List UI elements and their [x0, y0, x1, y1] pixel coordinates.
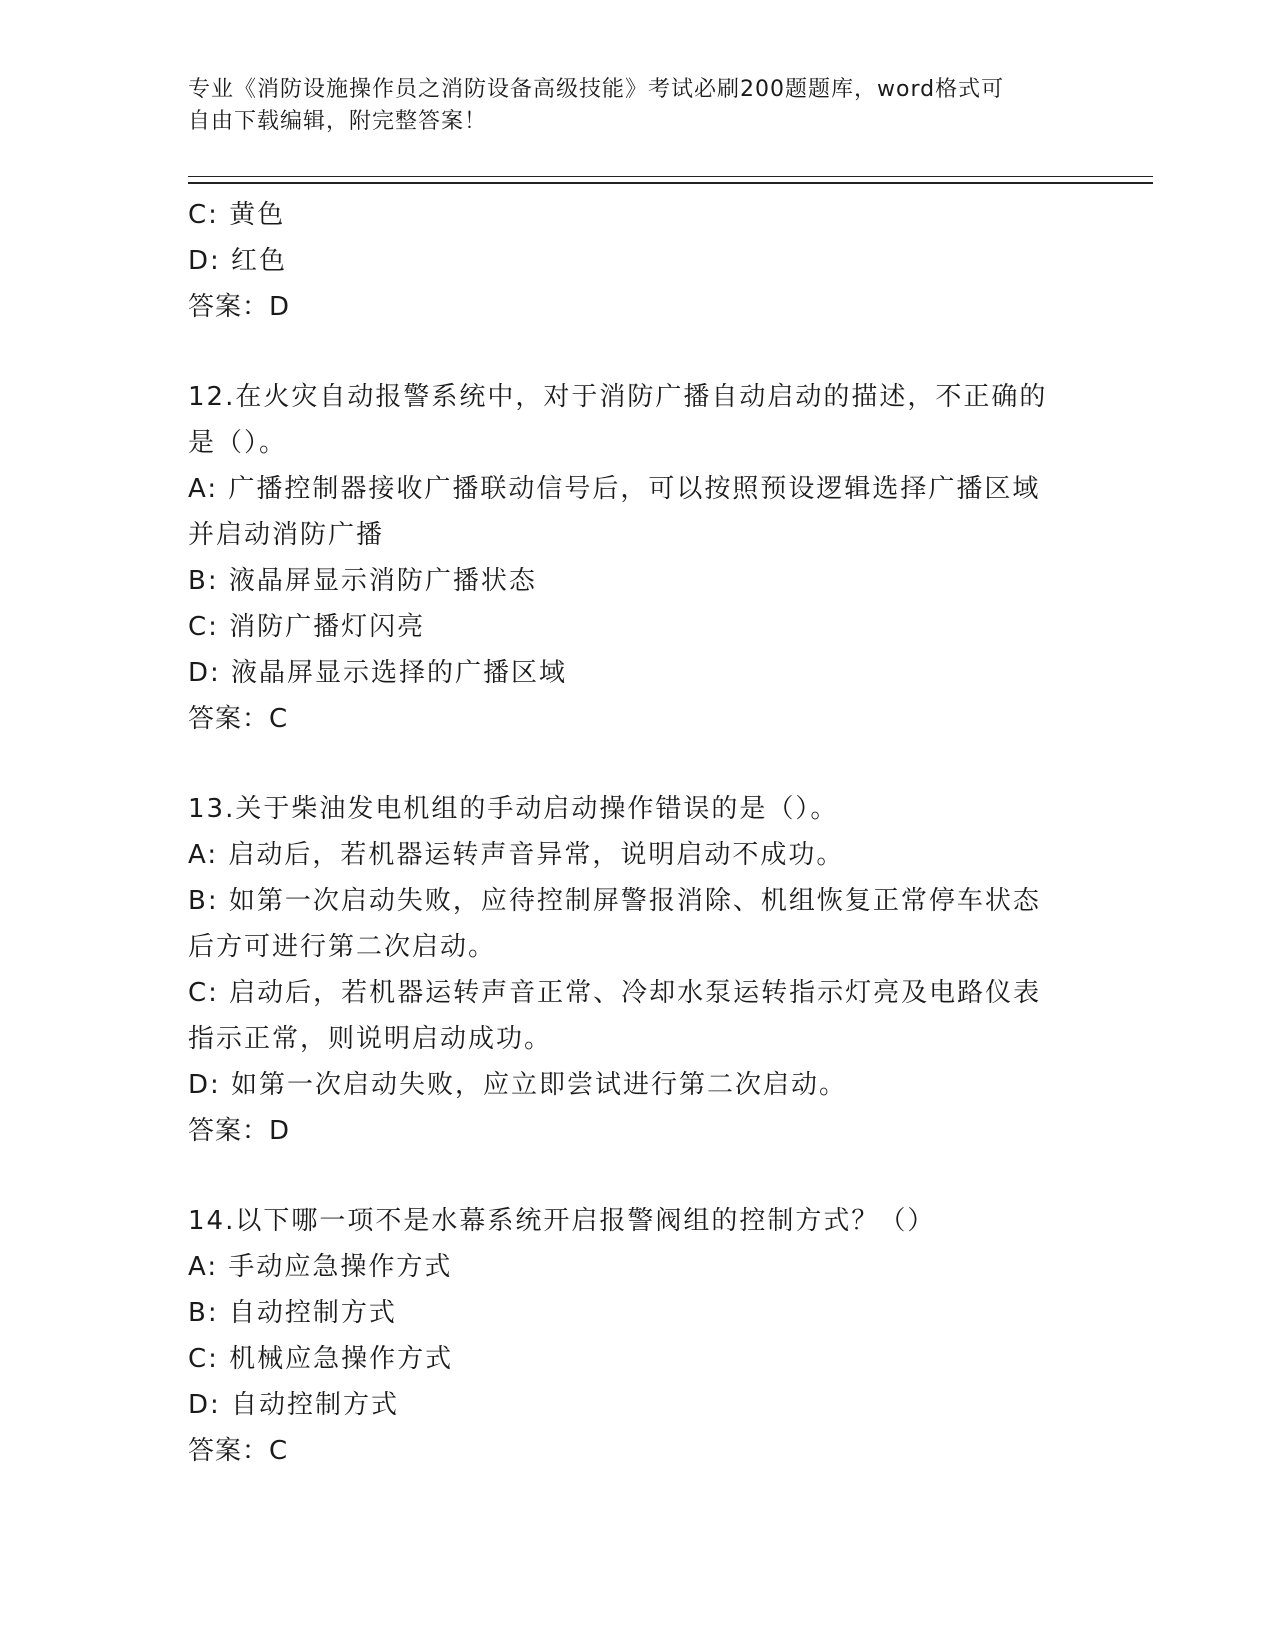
option-d: D: 红色 — [188, 246, 288, 276]
option-c: C: 黄色 — [188, 200, 286, 230]
option-a: A: 广播控制器接收广播联动信号后，可以按照预设逻辑选择广播区域 — [188, 474, 1041, 504]
question-stem: 是（）。 — [188, 428, 288, 458]
answer: 答案：D — [188, 1116, 291, 1146]
question-stem: 13.关于柴油发电机组的手动启动操作错误的是（）。 — [188, 794, 839, 824]
page-header — [188, 74, 1068, 138]
question-14 — [188, 1198, 1088, 1474]
answer: 答案：D — [188, 292, 291, 322]
question-12 — [188, 374, 1088, 742]
header-divider-top — [188, 176, 1153, 177]
option-d: D: 液晶屏显示选择的广播区域 — [188, 658, 568, 688]
answer: 答案：C — [188, 1436, 289, 1466]
option-a: A: 启动后，若机器运转声音异常，说明启动不成功。 — [188, 840, 845, 870]
answer: 答案：C — [188, 704, 289, 734]
question-13 — [188, 786, 1088, 1154]
option-b: B: 液晶屏显示消防广播状态 — [188, 566, 537, 596]
question-stem: 14.以下哪一项不是水幕系统开启报警阀组的控制方式？（） — [188, 1206, 936, 1236]
option-b: B: 如第一次启动失败，应待控制屏警报消除、机组恢复正常停车状态 — [188, 886, 1041, 916]
header-divider-bottom — [188, 182, 1153, 184]
option-a: 并启动消防广播 — [188, 520, 385, 550]
option-b: 后方可进行第二次启动。 — [188, 932, 497, 962]
question-11-continued — [188, 192, 1088, 330]
question-stem: 12.在火灾自动报警系统中，对于消防广播自动启动的描述，不正确的 — [188, 382, 1048, 412]
option-a: A: 手动应急操作方式 — [188, 1252, 453, 1282]
option-d: D: 如第一次启动失败，应立即尝试进行第二次启动。 — [188, 1070, 848, 1100]
option-c: 指示正常，则说明启动成功。 — [188, 1024, 553, 1054]
option-c: C: 消防广播灯闪亮 — [188, 612, 426, 642]
header-line-1: 专业《消防设施操作员之消防设备高级技能》考试必刷200题题库，word格式可 — [188, 77, 1005, 102]
header-line-2: 自由下载编辑，附完整答案！ — [188, 109, 488, 134]
option-c: C: 机械应急操作方式 — [188, 1344, 454, 1374]
option-b: B: 自动控制方式 — [188, 1298, 397, 1328]
option-c: C: 启动后，若机器运转声音正常、冷却水泵运转指示灯亮及电路仪表 — [188, 978, 1042, 1008]
question-content — [188, 192, 1088, 1474]
option-d: D: 自动控制方式 — [188, 1390, 400, 1420]
